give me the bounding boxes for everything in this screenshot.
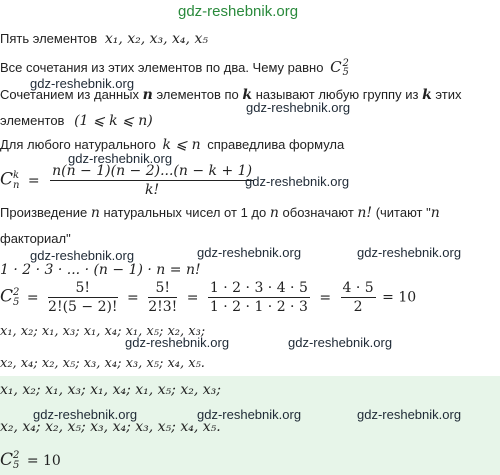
equals: = <box>27 172 40 189</box>
pairs-row-2: x₂, x₄; x₂, x₅; x₃, x₄; x₃, x₅; x₄, x₅. <box>0 356 205 371</box>
den: 1 · 2 · 1 · 2 · 3 <box>209 299 308 315</box>
elements-math: x₁, x₂, x₃, x₄, x₅ <box>104 31 208 47</box>
k-le-n: k ⩽ n <box>162 137 201 153</box>
answer-pairs-row-1: x₁, x₂; x₁, x₃; x₁, x₄; x₁, x₅; x₂, x₃; <box>0 382 221 398</box>
line-for-natural <box>0 137 344 153</box>
pairs-row-1: x₁, x₂; x₁, x₃; x₁, x₄; x₁, x₅; x₂, x₃; <box>0 324 206 339</box>
n: n <box>90 205 100 221</box>
watermark: gdz-reshebnik.org <box>288 335 393 350</box>
watermark: gdz-reshebnik.org <box>245 174 350 189</box>
watermark: gdz-reshebnik.org <box>68 151 173 166</box>
t3: обозначают <box>282 205 354 220</box>
line-factorial: факториал" <box>0 231 71 246</box>
answer-final <box>0 450 61 471</box>
watermark: gdz-reshebnik.org <box>30 248 135 263</box>
c-letter: C <box>0 169 14 190</box>
n-factorial: n! <box>357 205 373 221</box>
k2: k <box>422 87 432 103</box>
denominator: k! <box>145 182 160 198</box>
watermark-top: gdz-reshebnik.org <box>178 3 299 20</box>
sup: 2 <box>342 58 349 69</box>
line-five-elements <box>0 31 208 47</box>
line-product <box>0 205 440 221</box>
t: элементов <box>0 113 65 128</box>
answer-pairs-row-2: x₂, x₄; x₂, x₅; x₃, x₄; x₃, x₅; x₄, x₅. <box>0 419 221 435</box>
den: 2!(5 − 2)! <box>48 299 118 315</box>
watermark: gdz-reshebnik.org <box>33 407 138 422</box>
sub: 5 <box>13 460 20 471</box>
line-elements-range <box>0 113 153 129</box>
line-all-combinations <box>0 58 349 77</box>
text: Пять элементов <box>0 31 98 46</box>
sub: 5 <box>13 296 20 308</box>
num: 5! <box>48 280 118 298</box>
c-letter: C <box>0 450 14 470</box>
t2: справедлива формула <box>207 137 345 152</box>
factorial-formula: 1 · 2 · 3 · ... · (n − 1) · n = n! <box>0 262 201 278</box>
den: 2!3! <box>148 299 178 315</box>
t1: Произведение <box>0 205 88 220</box>
watermark: gdz-reshebnik.org <box>197 407 302 422</box>
t4: (читают " <box>375 205 431 220</box>
c52-calculation: C 2 5 = $\frac{5!}{2!(5 - 2)!}$ = $\frac{5!}{2!3!}$ = $\frac{1 \cdot 2 \cdot 3 \cdot 4 \cdot 5}{1 \cdot 2 \cdot 1 \cdot 2 \cdot 3}$ = $\frac{4 \cdot 5}{2}$ = 10 <box>0 280 417 315</box>
watermark: gdz-reshebnik.org <box>246 100 351 115</box>
c-letter: C <box>0 286 14 307</box>
combination-formula <box>0 163 256 198</box>
fraction <box>50 163 254 198</box>
watermark: gdz-reshebnik.org <box>30 76 135 91</box>
result: = 10 <box>26 453 61 469</box>
sup: 2 <box>13 286 20 298</box>
t2: элементов по <box>156 87 239 102</box>
sup: 2 <box>13 450 20 461</box>
t1: Для любого натурального <box>0 137 156 152</box>
k: k <box>242 87 253 103</box>
num: 4 · 5 <box>342 280 374 296</box>
numerator: n(n − 1)(n − 2)...(n − k + 1) <box>52 163 253 179</box>
c52-symbol <box>330 58 349 76</box>
fraction-4 <box>341 280 376 315</box>
result: = 10 <box>382 289 417 306</box>
t4: этих <box>435 87 462 102</box>
watermark: gdz-reshebnik.org <box>357 407 462 422</box>
c-letter: C <box>330 58 342 76</box>
num: 1 · 2 · 3 · 4 · 5 <box>209 280 308 296</box>
n: n <box>142 87 153 103</box>
watermark: gdz-reshebnik.org <box>125 335 230 350</box>
num: 5! <box>148 280 177 298</box>
t2: натуральных чисел от 1 до <box>103 205 267 220</box>
range-math: (1 ⩽ k ⩽ n) <box>74 113 153 129</box>
text: Все сочетания из этих элементов по два. Чему равно <box>0 60 324 75</box>
n2: n <box>269 205 279 221</box>
n4: n <box>430 205 440 221</box>
line-definition <box>0 87 461 103</box>
t1: Сочетанием из данных <box>0 87 140 102</box>
fraction-3 <box>208 280 310 315</box>
den: 2 <box>353 299 363 315</box>
watermark: gdz-reshebnik.org <box>357 245 462 260</box>
sub: 5 <box>342 67 349 78</box>
fraction-2 <box>148 280 177 315</box>
t3: называют любую группу из <box>255 87 419 102</box>
sup: k <box>13 169 20 181</box>
sub: n <box>13 179 20 191</box>
watermark: gdz-reshebnik.org <box>197 245 302 260</box>
fraction-1 <box>48 280 118 315</box>
